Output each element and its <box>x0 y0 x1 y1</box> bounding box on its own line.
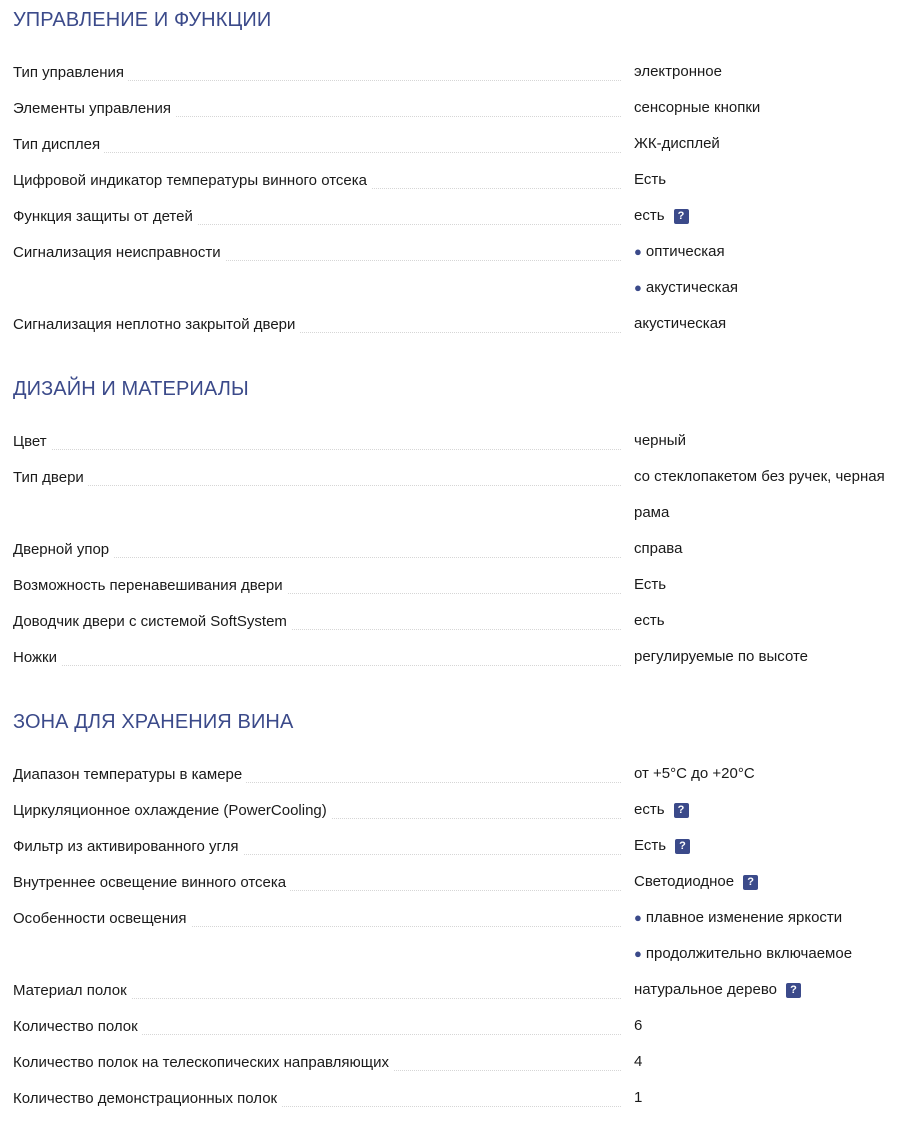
spec-row <box>13 423 913 459</box>
help-icon[interactable]: ? <box>786 983 801 998</box>
spec-row <box>13 234 913 270</box>
spec-label-text: Дверной упор <box>13 541 113 558</box>
dotted-leader <box>13 485 621 486</box>
spec-value <box>634 54 914 90</box>
spec-value-text: 6 <box>634 1017 643 1034</box>
spec-row <box>13 756 913 792</box>
spec-label-text: Диапазон температуры в камере <box>13 766 246 783</box>
spec-label <box>13 1044 621 1080</box>
help-icon[interactable]: ? <box>675 839 690 854</box>
spec-row <box>13 495 913 531</box>
spec-label <box>13 198 621 234</box>
spec-value <box>634 1008 914 1044</box>
spec-value-text: есть <box>634 612 665 629</box>
spec-section <box>13 710 913 1107</box>
spec-label <box>13 234 621 270</box>
spec-row <box>13 126 913 162</box>
spec-value-text: от +5°С до +20°С <box>634 765 755 782</box>
spec-value-text: акустическая <box>645 279 739 296</box>
dotted-leader <box>13 152 621 153</box>
dotted-leader <box>13 665 621 666</box>
spec-row <box>13 864 913 900</box>
spec-label-text: Количество демонстрационных полок <box>13 1090 281 1107</box>
spec-rows <box>13 54 913 342</box>
spec-value-text: сенсорные кнопки <box>634 99 761 116</box>
spec-rows <box>13 756 913 1116</box>
spec-section <box>13 377 913 666</box>
spec-row <box>13 639 913 675</box>
spec-value-text: продолжительно включаемое <box>645 945 853 962</box>
spec-label <box>13 162 621 198</box>
spec-label-text: Возможность перенавешивания двери <box>13 577 287 594</box>
spec-value-text: есть <box>634 207 665 224</box>
spec-value <box>634 900 914 936</box>
spec-label-text: Сигнализация неисправности <box>13 244 225 261</box>
spec-value <box>634 270 914 306</box>
spec-label-text: Материал полок <box>13 982 131 999</box>
spec-value <box>634 792 914 828</box>
spec-label <box>13 531 621 567</box>
spec-row <box>13 1044 913 1080</box>
spec-row <box>13 198 913 234</box>
spec-value-text: 1 <box>634 1089 643 1106</box>
spec-label-text: Тип двери <box>13 469 88 486</box>
spec-value <box>634 198 914 234</box>
section-title: ЗОНА ДЛЯ ХРАНЕНИЯ ВИНА <box>13 711 294 733</box>
spec-value <box>634 828 914 864</box>
spec-label <box>13 423 621 459</box>
spec-value <box>634 1080 914 1116</box>
spec-row <box>13 90 913 126</box>
spec-label <box>13 1008 621 1044</box>
spec-value <box>634 531 914 567</box>
spec-row <box>13 270 913 306</box>
spec-value <box>634 495 914 531</box>
spec-value <box>634 1044 914 1080</box>
spec-row <box>13 972 913 1008</box>
bullet-icon: ● <box>634 244 642 259</box>
spec-label <box>13 126 621 162</box>
spec-label-text: Внутреннее освещение винного отсека <box>13 874 290 891</box>
spec-value <box>634 936 914 972</box>
spec-label <box>13 639 621 675</box>
spec-row <box>13 459 913 495</box>
spec-label-text: Фильтр из активированного угля <box>13 838 243 855</box>
spec-value <box>634 423 914 459</box>
spec-value-text: со стеклопакетом без ручек, черная <box>634 468 885 485</box>
spec-label-text: Количество полок <box>13 1018 142 1035</box>
spec-row <box>13 603 913 639</box>
spec-value-text: натуральное дерево <box>634 981 777 998</box>
spec-label-text: Сигнализация неплотно закрытой двери <box>13 316 299 333</box>
spec-label-text: Циркуляционное охлаждение (PowerCooling) <box>13 802 331 819</box>
spec-label <box>13 603 621 639</box>
spec-row <box>13 936 913 972</box>
spec-label <box>13 864 621 900</box>
spec-label <box>13 567 621 603</box>
spec-row <box>13 900 913 936</box>
spec-label-text: Ножки <box>13 649 61 666</box>
spec-label <box>13 54 621 90</box>
spec-row <box>13 792 913 828</box>
spec-label-text: Цифровой индикатор температуры винного отсека <box>13 172 371 189</box>
spec-value-text: регулируемые по высоте <box>634 648 809 665</box>
spec-value <box>634 756 914 792</box>
spec-label <box>13 828 621 864</box>
dotted-leader <box>13 449 621 450</box>
bullet-icon: ● <box>634 280 642 295</box>
spec-row <box>13 828 913 864</box>
spec-value-text: 4 <box>634 1053 643 1070</box>
spec-label-text: Доводчик двери с системой SoftSystem <box>13 613 291 630</box>
spec-value <box>634 162 914 198</box>
help-icon[interactable]: ? <box>674 803 689 818</box>
spec-value-text: Светодиодное <box>634 873 735 890</box>
spec-value <box>634 90 914 126</box>
spec-value <box>634 639 914 675</box>
spec-label <box>13 306 621 342</box>
spec-value-text: есть <box>634 801 665 818</box>
spec-row <box>13 567 913 603</box>
spec-value-text: Есть <box>634 576 667 593</box>
spec-value-text: рама <box>634 504 670 521</box>
spec-label <box>13 900 621 936</box>
spec-label-text: Количество полок на телескопических направляющих <box>13 1054 393 1071</box>
spec-value-text: оптическая <box>645 243 725 260</box>
spec-value <box>634 567 914 603</box>
help-icon[interactable]: ? <box>674 209 689 224</box>
spec-label-text: Функция защиты от детей <box>13 208 197 225</box>
spec-label-text: Элементы управления <box>13 100 175 117</box>
section-title: ДИЗАЙН И МАТЕРИАЛЫ <box>13 378 249 400</box>
spec-value <box>634 234 914 270</box>
section-title: УПРАВЛЕНИЕ И ФУНКЦИИ <box>13 9 272 31</box>
spec-value <box>634 972 914 1008</box>
help-icon[interactable]: ? <box>743 875 758 890</box>
spec-value-text: акустическая <box>634 315 727 332</box>
spec-label-text: Тип дисплея <box>13 136 104 153</box>
spec-label-text: Тип управления <box>13 64 128 81</box>
spec-label <box>13 756 621 792</box>
spec-value-text: черный <box>634 432 686 449</box>
spec-value-text: электронное <box>634 63 722 80</box>
spec-label <box>13 459 621 495</box>
bullet-icon: ● <box>634 946 642 961</box>
spec-value <box>634 126 914 162</box>
spec-value-text: Есть <box>634 837 667 854</box>
spec-label-text: Цвет <box>13 433 51 450</box>
spec-value <box>634 603 914 639</box>
spec-row <box>13 162 913 198</box>
spec-label <box>13 1080 621 1116</box>
spec-row <box>13 1080 913 1116</box>
spec-value-text: плавное изменение яркости <box>645 909 843 926</box>
spec-label <box>13 792 621 828</box>
spec-label <box>13 90 621 126</box>
spec-value <box>634 459 914 495</box>
spec-value <box>634 306 914 342</box>
spec-value-text: справа <box>634 540 683 557</box>
spec-row <box>13 306 913 342</box>
spec-label <box>13 972 621 1008</box>
spec-rows <box>13 423 913 675</box>
spec-value <box>634 864 914 900</box>
bullet-icon: ● <box>634 910 642 925</box>
spec-row <box>13 54 913 90</box>
spec-row <box>13 531 913 567</box>
spec-value-text: Есть <box>634 171 667 188</box>
spec-label-text: Особенности освещения <box>13 910 191 927</box>
spec-value-text: ЖК-дисплей <box>634 135 720 152</box>
spec-section <box>13 8 913 333</box>
spec-row <box>13 1008 913 1044</box>
